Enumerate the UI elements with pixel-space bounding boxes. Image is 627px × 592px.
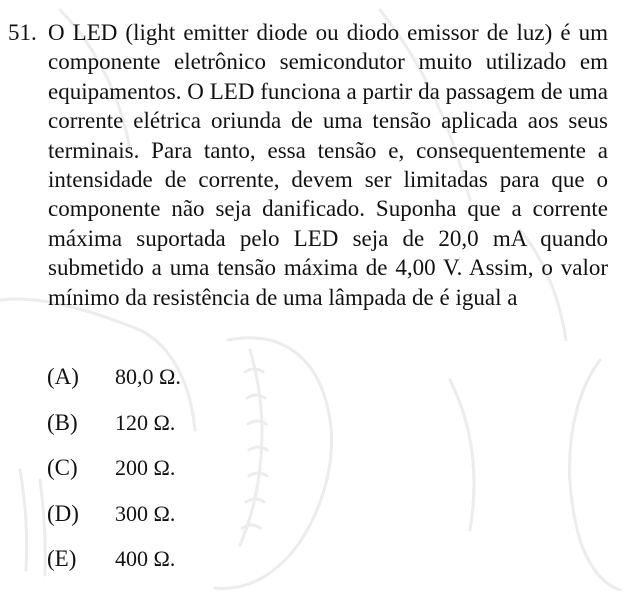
option-value: 200 Ω.: [115, 455, 176, 480]
curve-doodle: [570, 360, 620, 590]
option-letter: (A): [47, 364, 79, 389]
option-letter: (C): [47, 455, 78, 480]
notebook-doodle: [215, 338, 332, 589]
question-text: O LED (light emitter diode ou diodo emissor de luz) é um componente eletrônico semicondutor muito utilizado em equipamentos. O LED funciona a partir da passagem de uma corrente elétrica oriunda de uma tensão aplicada aos seus terminais. Para tanto, essa tensão e, consequentemente a intensidade de corrente, devem ser limitadas para que o componente não seja danificado. Suponha que a corrente máxima suportada pelo LED seja de 20,0 mA quando submetido a uma tensão máxima de 4,00 V. Assim, o valor mínimo da resistência de uma lâmpada de é igual a: [48, 20, 608, 310]
answer-options: [47, 362, 181, 590]
question-block: [8, 18, 608, 312]
option-e[interactable]: [47, 544, 181, 590]
option-value: 300 Ω.: [115, 500, 176, 526]
option-c[interactable]: [47, 453, 181, 499]
option-value: 400 Ω.: [115, 546, 176, 571]
option-letter: (E): [47, 546, 77, 571]
option-d[interactable]: [47, 499, 181, 545]
option-letter: (D): [47, 500, 79, 526]
option-letter: (B): [47, 409, 78, 435]
option-a[interactable]: [47, 362, 181, 408]
option-b[interactable]: [47, 408, 181, 454]
option-value: 80,0 Ω.: [115, 364, 181, 389]
question-number: 51.: [8, 20, 37, 45]
option-value: 120 Ω.: [115, 409, 176, 435]
